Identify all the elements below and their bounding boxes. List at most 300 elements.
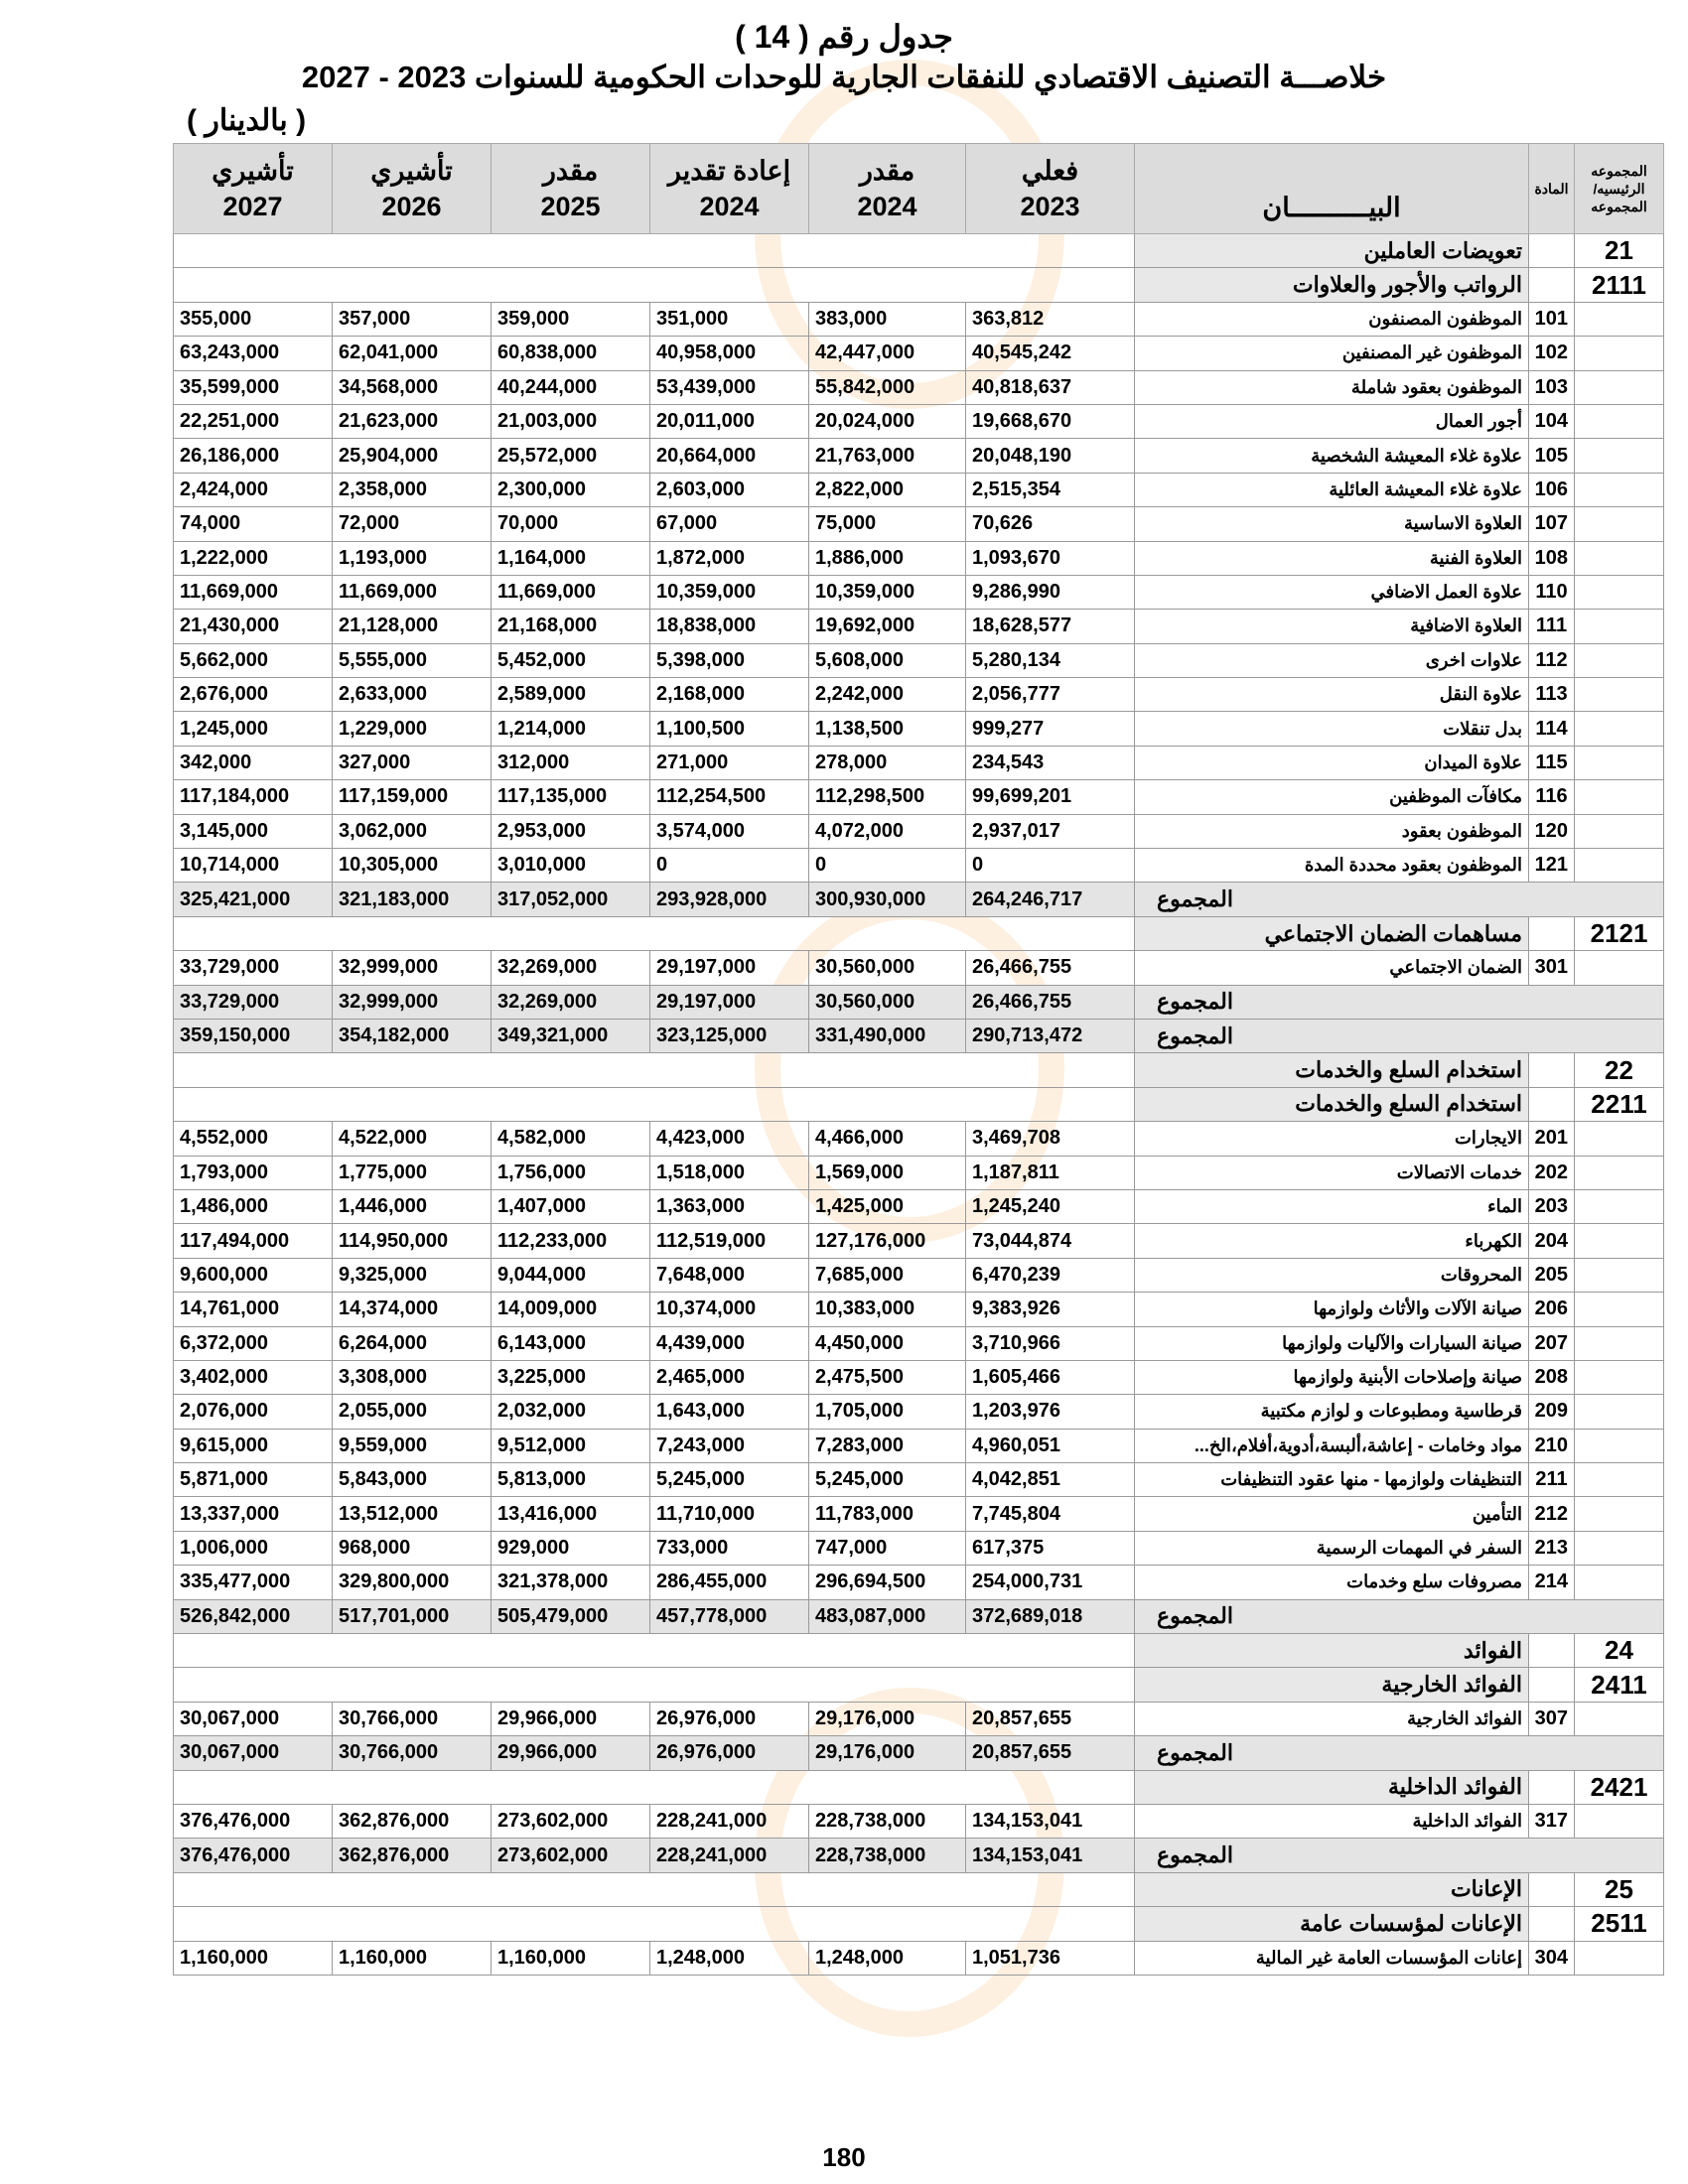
section-label: استخدام السلع والخدمات (1135, 1087, 1529, 1121)
value-cell: 0 (809, 849, 966, 883)
value-cell: 929,000 (492, 1531, 650, 1565)
table-subtitle: خلاصـــة التصنيف الاقتصادي للنفقات الجارية للوحدات الحكومية للسنوات 2023 - 2027 (301, 60, 1387, 94)
item-label: الفوائد الداخلية (1135, 1804, 1529, 1838)
value-cell: 117,135,000 (492, 780, 650, 814)
table-row (174, 951, 1664, 985)
value-cell: 286,455,000 (650, 1566, 809, 1599)
section-label: مساهمات الضمان الاجتماعي (1135, 916, 1529, 950)
value-cell: 335,477,000 (174, 1566, 333, 1599)
total-value-cell: 457,778,000 (650, 1599, 809, 1633)
total-value-cell: 32,999,000 (333, 985, 492, 1019)
value-cell: 40,818,637 (966, 370, 1135, 404)
value-cell: 2,475,500 (809, 1360, 966, 1394)
total-value-cell: 349,321,000 (492, 1019, 650, 1052)
value-cell: 20,857,655 (966, 1702, 1135, 1735)
value-cell: 40,958,000 (650, 337, 809, 370)
item-code: 301 (1529, 951, 1575, 985)
value-cell: 1,203,976 (966, 1395, 1135, 1429)
value-cell: 1,605,466 (966, 1360, 1135, 1394)
value-cell: 999,277 (966, 712, 1135, 746)
value-cell: 2,953,000 (492, 814, 650, 848)
value-cell: 1,446,000 (333, 1189, 492, 1223)
item-code: 115 (1529, 746, 1575, 779)
section-row (174, 916, 1664, 950)
header-col-2023 (966, 144, 1135, 234)
value-cell: 114,950,000 (333, 1224, 492, 1258)
item-code: 106 (1529, 473, 1575, 506)
item-code-empty (1529, 1087, 1575, 1121)
header-type: إعادة تقدير (667, 156, 791, 186)
value-cell: 72,000 (333, 507, 492, 541)
item-label: مواد وخامات - إعاشة،ألبسة،أدوية،أفلام،الخ... (1135, 1429, 1529, 1462)
table-row (174, 712, 1664, 746)
value-cell: 4,423,000 (650, 1122, 809, 1156)
group-code-empty (1575, 1941, 1664, 1975)
section-label: الفوائد (1135, 1634, 1529, 1668)
value-cell: 5,843,000 (333, 1463, 492, 1497)
value-cell: 312,000 (492, 746, 650, 779)
value-cell: 1,643,000 (650, 1395, 809, 1429)
section-blank (174, 1770, 1135, 1804)
item-code: 307 (1529, 1702, 1575, 1735)
value-cell: 75,000 (809, 507, 966, 541)
value-cell: 3,145,000 (174, 814, 333, 848)
item-code: 206 (1529, 1293, 1575, 1326)
value-cell: 117,494,000 (174, 1224, 333, 1258)
value-cell: 42,447,000 (809, 337, 966, 370)
value-cell: 5,662,000 (174, 643, 333, 677)
value-cell: 11,669,000 (492, 575, 650, 609)
value-cell: 2,515,354 (966, 473, 1135, 506)
value-cell: 14,009,000 (492, 1293, 650, 1326)
value-cell: 4,582,000 (492, 1122, 650, 1156)
table-row (174, 541, 1664, 575)
value-cell: 747,000 (809, 1531, 966, 1565)
expenditure-table (173, 143, 1664, 1976)
item-code: 121 (1529, 849, 1575, 883)
total-value-cell: 359,150,000 (174, 1019, 333, 1052)
value-cell: 5,245,000 (809, 1463, 966, 1497)
table-row (174, 1293, 1664, 1326)
value-cell: 34,568,000 (333, 370, 492, 404)
item-code: 101 (1529, 302, 1575, 336)
item-label: علاوة العمل الاضافي (1135, 575, 1529, 609)
value-cell: 32,999,000 (333, 951, 492, 985)
value-cell: 35,599,000 (174, 370, 333, 404)
header-col-2024-est (809, 144, 966, 234)
group-code-empty (1575, 1531, 1664, 1565)
item-label: قرطاسية ومطبوعات و لوازم مكتبية (1135, 1395, 1529, 1429)
item-code-empty (1529, 916, 1575, 950)
total-row (174, 883, 1664, 916)
section-label: الإعانات لمؤسسات عامة (1135, 1907, 1529, 1941)
item-label: علاوة النقل (1135, 678, 1529, 712)
total-value-cell: 505,479,000 (492, 1599, 650, 1633)
section-row (174, 1872, 1664, 1906)
section-blank (174, 1907, 1135, 1941)
total-label: المجموع (1135, 1839, 1664, 1872)
item-label: التأمين (1135, 1497, 1529, 1531)
value-cell: 363,812 (966, 302, 1135, 336)
section-row (174, 1053, 1664, 1087)
table-row (174, 1566, 1664, 1599)
value-cell: 327,000 (333, 746, 492, 779)
item-code-empty (1529, 1053, 1575, 1087)
section-row (174, 1634, 1664, 1668)
item-code: 202 (1529, 1156, 1575, 1189)
table-row (174, 507, 1664, 541)
total-value-cell: 483,087,000 (809, 1599, 966, 1633)
group-code-empty (1575, 780, 1664, 814)
table-row (174, 404, 1664, 438)
value-cell: 6,264,000 (333, 1326, 492, 1360)
value-cell: 5,245,000 (650, 1463, 809, 1497)
value-cell: 2,603,000 (650, 473, 809, 506)
value-cell: 5,871,000 (174, 1463, 333, 1497)
group-code-empty (1575, 610, 1664, 643)
value-cell: 112,233,000 (492, 1224, 650, 1258)
value-cell: 32,269,000 (492, 951, 650, 985)
value-cell: 21,430,000 (174, 610, 333, 643)
value-cell: 1,245,240 (966, 1189, 1135, 1223)
group-code-empty (1575, 1258, 1664, 1292)
item-label: أجور العمال (1135, 404, 1529, 438)
value-cell: 1,425,000 (809, 1189, 966, 1223)
value-cell: 3,308,000 (333, 1360, 492, 1394)
table-row (174, 678, 1664, 712)
item-label: الموظفون بعقود (1135, 814, 1529, 848)
value-cell: 1,705,000 (809, 1395, 966, 1429)
item-code-empty (1529, 1872, 1575, 1906)
value-cell: 29,197,000 (650, 951, 809, 985)
header-description (1135, 144, 1529, 234)
value-cell: 2,242,000 (809, 678, 966, 712)
item-label: بدل تنقلات (1135, 712, 1529, 746)
value-cell: 11,669,000 (174, 575, 333, 609)
value-cell: 4,042,851 (966, 1463, 1135, 1497)
group-code: 2111 (1575, 268, 1664, 302)
group-code-empty (1575, 1326, 1664, 1360)
value-cell: 7,648,000 (650, 1258, 809, 1292)
value-cell: 70,626 (966, 507, 1135, 541)
value-cell: 10,359,000 (650, 575, 809, 609)
item-label: السفر في المهمات الرسمية (1135, 1531, 1529, 1565)
group-code: 21 (1575, 234, 1664, 268)
value-cell: 13,512,000 (333, 1497, 492, 1531)
item-label: الموظفون بعقود محددة المدة (1135, 849, 1529, 883)
value-cell: 1,245,000 (174, 712, 333, 746)
value-cell: 1,164,000 (492, 541, 650, 575)
value-cell: 2,076,000 (174, 1395, 333, 1429)
header-year: 2023 (1020, 192, 1080, 221)
value-cell: 20,024,000 (809, 404, 966, 438)
value-cell: 1,187,811 (966, 1156, 1135, 1189)
value-cell: 4,552,000 (174, 1122, 333, 1156)
item-code: 114 (1529, 712, 1575, 746)
value-cell: 3,469,708 (966, 1122, 1135, 1156)
table-body (174, 234, 1664, 1976)
value-cell: 1,160,000 (174, 1941, 333, 1975)
total-value-cell: 30,560,000 (809, 985, 966, 1019)
page-number: 180 (822, 2142, 866, 2172)
table-row (174, 1804, 1664, 1838)
value-cell: 2,168,000 (650, 678, 809, 712)
item-code: 204 (1529, 1224, 1575, 1258)
value-cell: 30,067,000 (174, 1702, 333, 1735)
value-cell: 20,011,000 (650, 404, 809, 438)
item-code: 203 (1529, 1189, 1575, 1223)
value-cell: 117,184,000 (174, 780, 333, 814)
table-row (174, 780, 1664, 814)
value-cell: 273,602,000 (492, 1804, 650, 1838)
value-cell: 228,738,000 (809, 1804, 966, 1838)
item-code-empty (1529, 268, 1575, 302)
section-row (174, 1770, 1664, 1804)
value-cell: 10,383,000 (809, 1293, 966, 1326)
table-row (174, 1429, 1664, 1462)
value-cell: 359,000 (492, 302, 650, 336)
total-value-cell: 331,490,000 (809, 1019, 966, 1052)
item-code: 214 (1529, 1566, 1575, 1599)
value-cell: 3,225,000 (492, 1360, 650, 1394)
value-cell: 14,761,000 (174, 1293, 333, 1326)
table-row (174, 1189, 1664, 1223)
value-cell: 63,243,000 (174, 337, 333, 370)
value-cell: 9,286,990 (966, 575, 1135, 609)
item-code: 116 (1529, 780, 1575, 814)
value-cell: 2,633,000 (333, 678, 492, 712)
value-cell: 1,006,000 (174, 1531, 333, 1565)
value-cell: 733,000 (650, 1531, 809, 1565)
value-cell: 3,010,000 (492, 849, 650, 883)
item-label: صيانة الآلات والأثاث ولوازمها (1135, 1293, 1529, 1326)
item-code: 104 (1529, 404, 1575, 438)
total-row (174, 1839, 1664, 1872)
value-cell: 2,358,000 (333, 473, 492, 506)
value-cell: 21,763,000 (809, 439, 966, 473)
value-cell: 40,545,242 (966, 337, 1135, 370)
table-row (174, 473, 1664, 506)
value-cell: 5,608,000 (809, 643, 966, 677)
value-cell: 40,244,000 (492, 370, 650, 404)
item-code: 212 (1529, 1497, 1575, 1531)
item-label: علاوة الميدان (1135, 746, 1529, 779)
group-code: 25 (1575, 1872, 1664, 1906)
value-cell: 9,325,000 (333, 1258, 492, 1292)
value-cell: 25,904,000 (333, 439, 492, 473)
value-cell: 4,466,000 (809, 1122, 966, 1156)
value-cell: 67,000 (650, 507, 809, 541)
table-row (174, 370, 1664, 404)
value-cell: 5,452,000 (492, 643, 650, 677)
header-code: المادة (1529, 144, 1575, 234)
item-code-empty (1529, 234, 1575, 268)
group-code-empty (1575, 507, 1664, 541)
group-code-empty (1575, 1224, 1664, 1258)
group-code-empty (1575, 1463, 1664, 1497)
group-code-empty (1575, 404, 1664, 438)
value-cell: 21,128,000 (333, 610, 492, 643)
value-cell: 2,822,000 (809, 473, 966, 506)
value-cell: 10,359,000 (809, 575, 966, 609)
value-cell: 3,574,000 (650, 814, 809, 848)
value-cell: 117,159,000 (333, 780, 492, 814)
group-code-empty (1575, 575, 1664, 609)
value-cell: 7,283,000 (809, 1429, 966, 1462)
group-code-empty (1575, 1429, 1664, 1462)
table-row (174, 1531, 1664, 1565)
value-cell: 2,032,000 (492, 1395, 650, 1429)
group-code-empty (1575, 1122, 1664, 1156)
value-cell: 3,402,000 (174, 1360, 333, 1394)
value-cell: 9,512,000 (492, 1429, 650, 1462)
table-row (174, 1224, 1664, 1258)
value-cell: 1,248,000 (809, 1941, 966, 1975)
total-value-cell: 325,421,000 (174, 883, 333, 916)
value-cell: 0 (650, 849, 809, 883)
value-cell: 1,051,736 (966, 1941, 1135, 1975)
item-label: العلاوة الفنية (1135, 541, 1529, 575)
table-row (174, 575, 1664, 609)
value-cell: 1,363,000 (650, 1189, 809, 1223)
item-label: الماء (1135, 1189, 1529, 1223)
total-value-cell: 30,067,000 (174, 1736, 333, 1770)
value-cell: 1,569,000 (809, 1156, 966, 1189)
section-label: الفوائد الخارجية (1135, 1668, 1529, 1702)
item-label: الموظفون بعقود شاملة (1135, 370, 1529, 404)
section-label: الفوائد الداخلية (1135, 1770, 1529, 1804)
group-code-empty (1575, 814, 1664, 848)
value-cell: 9,559,000 (333, 1429, 492, 1462)
group-code-empty (1575, 337, 1664, 370)
total-value-cell: 517,701,000 (333, 1599, 492, 1633)
value-cell: 26,976,000 (650, 1702, 809, 1735)
total-value-cell: 376,476,000 (174, 1839, 333, 1872)
total-value-cell: 273,602,000 (492, 1839, 650, 1872)
item-code: 102 (1529, 337, 1575, 370)
value-cell: 376,476,000 (174, 1804, 333, 1838)
total-value-cell: 26,976,000 (650, 1736, 809, 1770)
value-cell: 968,000 (333, 1531, 492, 1565)
value-cell: 11,669,000 (333, 575, 492, 609)
value-cell: 351,000 (650, 302, 809, 336)
group-code-empty (1575, 473, 1664, 506)
header-year: 2027 (222, 192, 283, 221)
table-row (174, 643, 1664, 677)
value-cell: 2,424,000 (174, 473, 333, 506)
value-cell: 26,466,755 (966, 951, 1135, 985)
value-cell: 1,248,000 (650, 1941, 809, 1975)
section-blank (174, 916, 1135, 950)
value-cell: 4,960,051 (966, 1429, 1135, 1462)
header-col-2025 (492, 144, 650, 234)
section-row (174, 1668, 1664, 1702)
group-code-empty (1575, 951, 1664, 985)
item-code: 111 (1529, 610, 1575, 643)
item-code: 108 (1529, 541, 1575, 575)
value-cell: 1,756,000 (492, 1156, 650, 1189)
group-code-empty (1575, 1702, 1664, 1735)
table-row (174, 1395, 1664, 1429)
group-code: 22 (1575, 1053, 1664, 1087)
value-cell: 234,543 (966, 746, 1135, 779)
value-cell: 4,072,000 (809, 814, 966, 848)
section-blank (174, 234, 1135, 268)
header-col-2024-reest (650, 144, 809, 234)
value-cell: 112,298,500 (809, 780, 966, 814)
group-code-empty (1575, 712, 1664, 746)
value-cell: 9,615,000 (174, 1429, 333, 1462)
total-value-cell: 317,052,000 (492, 883, 650, 916)
value-cell: 2,465,000 (650, 1360, 809, 1394)
value-cell: 9,600,000 (174, 1258, 333, 1292)
value-cell: 1,886,000 (809, 541, 966, 575)
group-code-empty (1575, 302, 1664, 336)
value-cell: 4,439,000 (650, 1326, 809, 1360)
section-label: الإعانات (1135, 1872, 1529, 1906)
total-value-cell: 321,183,000 (333, 883, 492, 916)
value-cell: 9,044,000 (492, 1258, 650, 1292)
total-value-cell: 264,246,717 (966, 883, 1135, 916)
group-code-empty (1575, 1395, 1664, 1429)
value-cell: 30,560,000 (809, 951, 966, 985)
value-cell: 1,486,000 (174, 1189, 333, 1223)
section-label: تعويضات العاملين (1135, 234, 1529, 268)
value-cell: 2,056,777 (966, 678, 1135, 712)
value-cell: 19,668,670 (966, 404, 1135, 438)
header-type: فعلي (1021, 156, 1079, 186)
section-row (174, 268, 1664, 302)
value-cell: 617,375 (966, 1531, 1135, 1565)
value-cell: 18,838,000 (650, 610, 809, 643)
total-label: المجموع (1135, 883, 1664, 916)
value-cell: 19,692,000 (809, 610, 966, 643)
value-cell: 5,555,000 (333, 643, 492, 677)
item-code: 211 (1529, 1463, 1575, 1497)
section-blank (174, 1053, 1135, 1087)
value-cell: 134,153,041 (966, 1804, 1135, 1838)
group-code-empty (1575, 1293, 1664, 1326)
group-code-empty (1575, 678, 1664, 712)
header-year: 2024 (699, 192, 760, 221)
item-label: الايجارات (1135, 1122, 1529, 1156)
group-code: 2511 (1575, 1907, 1664, 1941)
value-cell: 2,589,000 (492, 678, 650, 712)
value-cell: 30,766,000 (333, 1702, 492, 1735)
header-col-2027 (174, 144, 333, 234)
value-cell: 22,251,000 (174, 404, 333, 438)
group-code: 2121 (1575, 916, 1664, 950)
value-cell: 383,000 (809, 302, 966, 336)
value-cell: 3,062,000 (333, 814, 492, 848)
value-cell: 60,838,000 (492, 337, 650, 370)
value-cell: 362,876,000 (333, 1804, 492, 1838)
table-row (174, 1941, 1664, 1975)
section-blank (174, 1668, 1135, 1702)
total-value-cell: 29,966,000 (492, 1736, 650, 1770)
table-row (174, 1497, 1664, 1531)
total-value-cell: 293,928,000 (650, 883, 809, 916)
value-cell: 20,664,000 (650, 439, 809, 473)
table-row (174, 1702, 1664, 1735)
value-cell: 1,793,000 (174, 1156, 333, 1189)
table-number-title: جدول رقم ( 14 ) (735, 19, 953, 55)
section-blank (174, 1087, 1135, 1121)
value-cell: 1,518,000 (650, 1156, 809, 1189)
header-type: تأشيري (211, 156, 294, 186)
value-cell: 1,775,000 (333, 1156, 492, 1189)
value-cell: 73,044,874 (966, 1224, 1135, 1258)
